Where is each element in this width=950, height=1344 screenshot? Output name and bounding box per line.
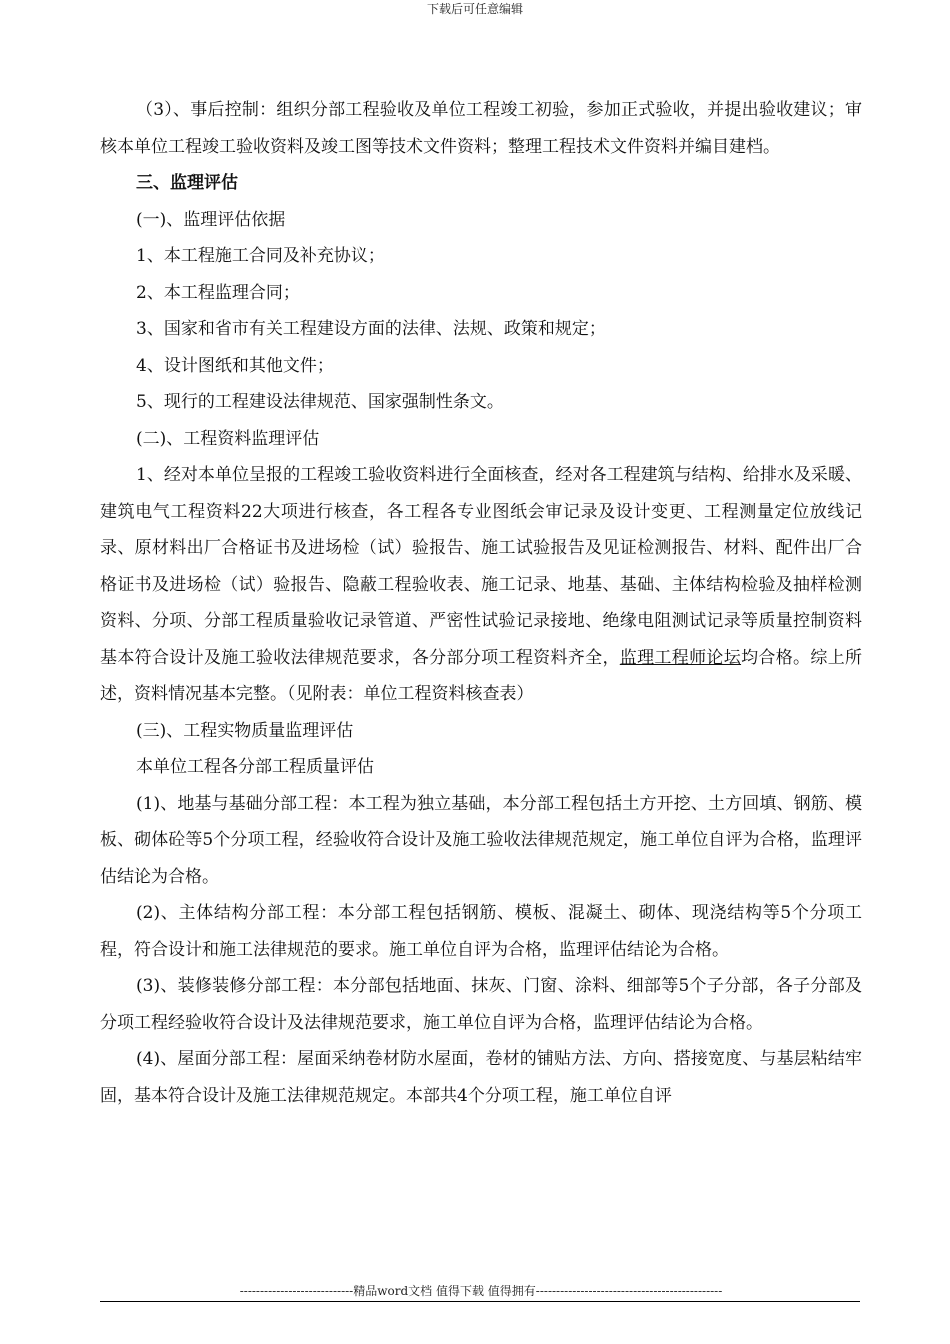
subheading-document-evaluation: (二)、工程资料监理评估	[136, 428, 320, 449]
paragraph-foundation: (1)、地基与基础分部工程：本工程为独立基础，本分部工程包括土方开挖、土方回填、钢筋、模板、砌体砼等5个分项工程，经验收符合设计及施工验收法律规范规定，施工单位自评为合格，监理评估结论为合格。	[100, 793, 862, 887]
document-body	[100, 92, 862, 1114]
paragraph-post-control: （3）、事后控制：组织分部工程验收及单位工程竣工初验，参加正式验收，并提出验收建议；审核本单位工程竣工验收资料及竣工图等技术文件资料；整理工程技术文件资料并编目建档。	[100, 100, 862, 157]
paragraph-main-structure: (2)、主体结构分部工程：本分部工程包括钢筋、模板、混凝土、砌体、现浇结构等5个分项工程，符合设计和施工法律规范的要求。施工单位自评为合格，监理评估结论为合格。	[100, 903, 862, 960]
paragraph-document-review	[100, 457, 862, 713]
forum-link[interactable]: 监理工程师论坛	[619, 647, 742, 668]
basis-item-1: 1、本工程施工合同及补充协议；	[136, 246, 385, 266]
basis-item-4: 4、设计图纸和其他文件；	[136, 355, 334, 376]
basis-item-2: 2、本工程监理合同；	[136, 282, 300, 303]
paragraph-roofing: (4)、屋面分部工程：屋面采纳卷材防水屋面，卷材的铺贴方法、方向、搭接宽度、与基层粘结牢固，基本符合设计及施工法律规范规定。本部共4个分项工程，施工单位自评	[100, 1049, 862, 1106]
page-footer-text: ----------------------------精品word文档 值得下载 值得拥有----------------------------------------------	[239, 1284, 723, 1298]
paragraph-decoration: (3)、装修装修分部工程：本分部包括地面、抹灰、门窗、涂料、细部等5个子分部，各子分部及分项工程经验收符合设计及法律规范要求，施工单位自评为合格，监理评估结论为合格。	[100, 976, 862, 1033]
basis-item-5: 5、现行的工程建设法律规范、国家强制性条文。	[136, 392, 504, 412]
document-review-text-a: 1、经对本单位呈报的工程竣工验收资料进行全面核查，经对各工程建筑与结构、给排水及采暖、建筑电气工程资料22大项进行核查，各工程各专业图纸会审记录及设计变更、工程测量定位放线记录、原材料出厂合格证书及进场检（试）验报告、施工试验报告及见证检测报告、材料、配件出厂合格证书及进场检（试）验报告、隐蔽工程验收表、施工记录、地基、基础、主体结构检验及抽样检测资料、分项、分部工程质量验收记录管道、严密性试验记录接地、绝缘电阻测试记录等质量控制资料基本符合设计及施工验收法律规范要求，各分部分项工程资料齐全，	[100, 465, 862, 668]
subheading-evaluation-basis: (一)、监理评估依据	[136, 209, 286, 230]
section-heading-supervision-evaluation: 三、监理评估	[136, 173, 238, 193]
subheading-physical-quality-evaluation: (三)、工程实物质量监理评估	[136, 720, 354, 741]
subheading-subdivision-quality: 本单位工程各分部工程质量评估	[136, 757, 374, 777]
document-review-text-b: 均合格。综上所述，资料情况基本完整。（见附表：单位工程资料核查表）	[100, 647, 863, 704]
footer-divider	[100, 1301, 860, 1302]
page-header-text: 下载后可任意编辑	[426, 2, 523, 16]
basis-item-3: 3、国家和省市有关工程建设方面的法律、法规、政策和规定；	[136, 319, 606, 339]
